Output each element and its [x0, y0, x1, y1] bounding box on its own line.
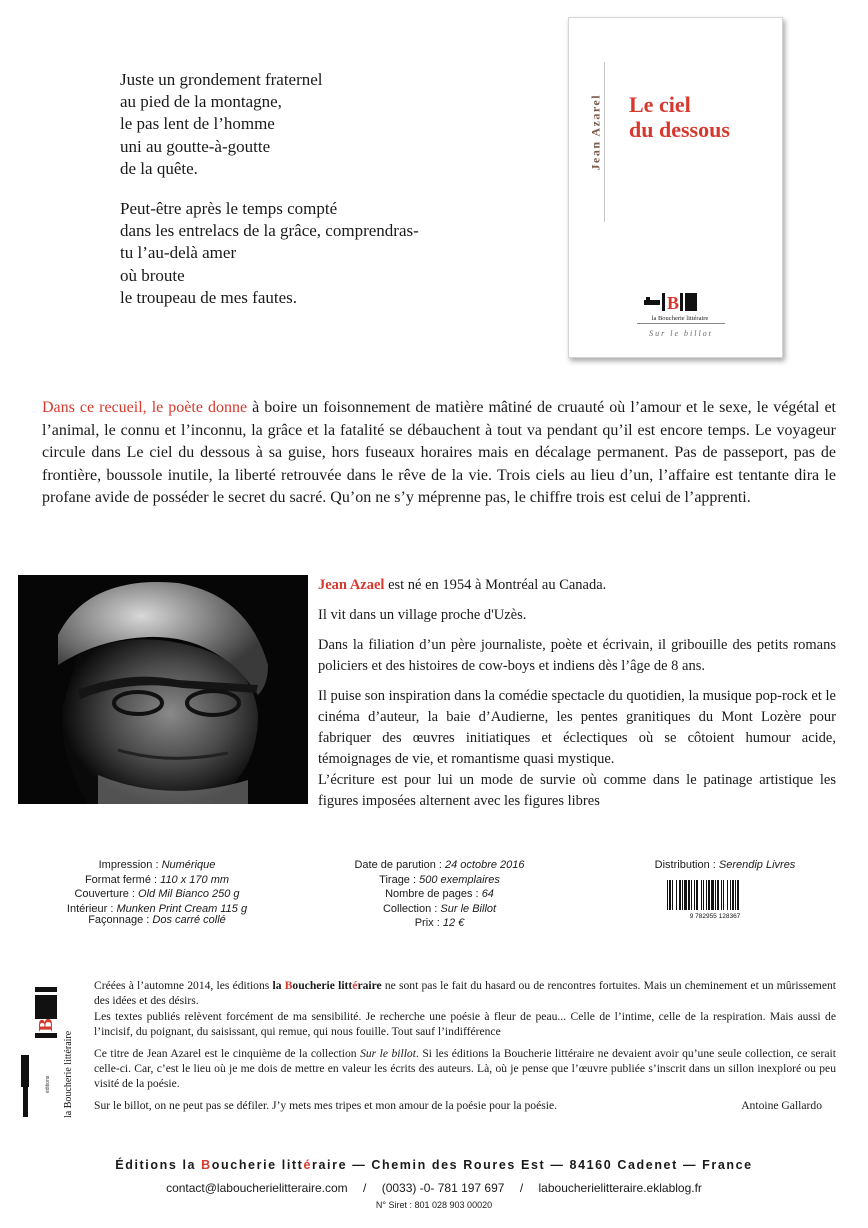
statement-signature: Antoine Gallardo: [741, 1098, 822, 1112]
poem-line: le pas lent de l’homme: [120, 114, 275, 134]
barcode-bar: [735, 880, 736, 910]
brand-text: litt: [338, 979, 353, 992]
barcode-bar: [667, 880, 668, 910]
barcode-bar: [669, 880, 671, 910]
brand-text: la: [272, 979, 285, 992]
cover-author: Jean Azarel: [588, 93, 603, 171]
statement-paragraph-2: [94, 1046, 836, 1092]
barcode-bar: [688, 880, 690, 910]
barcode-bar: [737, 880, 739, 910]
spec-value: Dos carré collé: [152, 914, 226, 927]
statement-text: . Si les éditions la Boucherie littéraire ne devaient avoir qu’une seule collection, ce serait celle-ci. Car, c’est le lieu où je me dois de mettre en valeur les écrits des auteurs. Là, où je pense que l’œuvre publiée s’inscrit dans un sillon inexploré ou peu visité de la poésie.: [94, 1046, 836, 1091]
poem-stanza-2: [120, 198, 419, 309]
spec-value: Numérique: [161, 859, 216, 871]
bio-paragraph: Il puise son inspiration dans la comédie spectacle du quotidien, la musique pop-rock et le cinéma d’auteur, la baie d’Audierne, les pentes granitiques du Mont Lozère pour fabriquer des œuvres initiatiques et éclectiques où se côtoient humour acide, témoignages de vie, et romantisme quasi mystique.: [318, 688, 836, 767]
barcode-bar: [679, 880, 681, 910]
specs-distribution: [645, 858, 805, 873]
bio-paragraph: Il vit dans un village proche d'Uzès.: [318, 607, 527, 623]
spec-row: [52, 887, 262, 902]
cover-series: Sur le billot: [649, 329, 713, 338]
footer-blog-link[interactable]: laboucherielitteraire.eklablog.fr: [538, 1181, 702, 1195]
spec-label: Façonnage :: [88, 914, 153, 927]
spec-value: 24 octobre 2016: [445, 859, 525, 871]
publisher-statement: [94, 978, 836, 1113]
spec-row: [52, 873, 262, 888]
book-description: [42, 397, 836, 510]
specs-production: [52, 858, 262, 928]
spec-value: Sur le Billot: [440, 902, 497, 915]
cover-divider: [604, 62, 605, 222]
statement-text: Ce titre de Jean Azarel est le cinquième de la collection: [94, 1046, 361, 1060]
barcode-bar: [694, 880, 695, 910]
spec-value: 64: [481, 888, 494, 901]
isbn-number: 9 782955 128367: [689, 913, 741, 919]
footer-text: B: [201, 1158, 212, 1172]
poem: [120, 69, 419, 309]
spec-value: Serendip Livres: [718, 859, 796, 871]
spec-label: Couverture :: [74, 888, 139, 901]
poem-line: le troupeau de mes fautes.: [120, 287, 298, 307]
barcode-bar: [706, 880, 707, 910]
spec-label: Collection :: [382, 902, 441, 915]
barcode-bar: [708, 880, 710, 910]
poem-line: où broute: [120, 265, 185, 285]
poem-line: Juste un grondement fraternel: [120, 70, 323, 89]
spec-label: Tirage :: [379, 873, 420, 886]
spec-row: [332, 902, 547, 917]
spec-label: Impression :: [98, 859, 162, 871]
statement-text: Sur le billot, on ne peut pas se défiler. J’y mets mes tripes et mon amour de la poésie pour la poésie.: [94, 1098, 557, 1112]
spec-row: [332, 887, 547, 902]
barcode-bar: [730, 880, 731, 910]
publisher-logo-small: éditions: [45, 1075, 51, 1093]
barcode-bar: [691, 880, 692, 910]
description-lead: Dans ce recueil, le poète donne: [42, 399, 248, 416]
spec-value: 500 exemplaires: [419, 873, 500, 886]
barcode-bar: [684, 880, 687, 910]
bio-text: est né en 1954 à Montréal au Canada.: [384, 577, 607, 593]
footer-phone: (0033) -0- 781 197 697: [381, 1181, 505, 1195]
statement-text: ne sont pas le fait du hasard ou de rencontres fortuites. Mais un cheminement et un mûrissement des idées et des désirs.: [94, 979, 836, 1008]
author-bio: [318, 575, 836, 821]
description-text: à boire un foisonnement de matière mâtiné de cruauté où l’amour et le sexe, le végétal et l’animal, le connu et l’inconnu, la grâce et la fatalité se débauchent à tout va pendant qu’il est encore temps. Le voyageur circule dans Le ciel du dessous à sa guise, hors fuseaux horaires mais en décalage permanent. Pas de passeport, pas de frontière, boussole inutile, la liberté retrouvée dans le rêve de la vie. Trois ciels au lieu d’un, l’affaire est tentante dira le profane avide de posséder le secret du sacré. Qu’on ne s’y méprenne pas, le chiffre trois est celui de l’apprenti.: [42, 399, 837, 507]
footer-contact: [0, 1181, 868, 1195]
bio-paragraph: Dans la filiation d’un père journaliste, poète et écrivain, il gribouille des petits romans policiers et des histoires de cow-boys et indiens dès l’âge de 8 ans.: [318, 637, 836, 674]
brand-text: é: [352, 979, 358, 992]
spec-row: [52, 858, 262, 873]
poem-line: uni au goutte-à-goutte: [120, 136, 271, 156]
bio-paragraph: [318, 575, 836, 596]
spec-row: [332, 858, 547, 873]
barcode-bar: [723, 880, 724, 910]
poem-line: Peut-être après le temps compté: [120, 199, 338, 219]
svg-text:B: B: [667, 293, 680, 313]
barcode-bar: [696, 880, 698, 910]
footer-address: [0, 1158, 868, 1172]
boucherie-logo-icon: [644, 291, 714, 313]
spec-label: Distribution :: [654, 859, 719, 871]
cover-publisher-rule: [637, 323, 725, 324]
statement-text: Créées à l’automne 2014, les éditions: [94, 979, 273, 992]
spec-value: Old Mil Bianco 250 g: [138, 888, 240, 901]
spec-row: [645, 858, 805, 873]
barcode-bar: [682, 880, 683, 910]
cover-title-line-1: Le ciel: [629, 92, 691, 117]
barcode-bar: [717, 880, 719, 910]
author-photo: [18, 575, 308, 804]
publisher-logo-icon: [19, 985, 85, 1119]
poem-stanza-1: [120, 69, 419, 180]
poem-line: tu l’au-delà amer: [120, 243, 237, 263]
barcode-bar: [711, 880, 714, 910]
spec-value: 110 x 170 mm: [160, 873, 230, 886]
statement-italic: Sur le billot: [360, 1046, 416, 1060]
statement-closing: [94, 1098, 836, 1113]
book-cover: [568, 17, 783, 358]
spec-value: Munken Print Cream 115 g: [116, 902, 248, 915]
footer-separator: /: [363, 1181, 367, 1195]
spec-value: 12 €: [442, 917, 465, 930]
footer-siret: N° Siret : 801 028 903 00020: [375, 1200, 493, 1210]
isbn-barcode-icon: [661, 878, 769, 919]
footer-text: é: [303, 1158, 313, 1172]
barcode-bar: [715, 880, 716, 910]
spec-label: Prix :: [414, 917, 443, 930]
footer-text: Éditions la: [115, 1158, 202, 1172]
spec-label: Date de parution :: [354, 859, 445, 871]
poem-line: au pied de la montagne,: [120, 92, 282, 112]
footer-text: oucherie litt: [211, 1158, 304, 1172]
barcode-bar: [721, 880, 722, 910]
bio-paragraph: L’écriture est pour lui un mode de survie où comme dans le patinage artistique les figures imposées alternent avec les figures libres: [318, 772, 836, 809]
spec-row: [332, 873, 547, 888]
statement-text: Les textes publiés relèvent forcément de ma sensibilité. Je recherche une poésie à fleur de peau... Celle de l’intime, celle de la respiration. Mais aussi de l’incisif, du poignant, du saisissant, qui remue, qui nous fouille. Tout sauf l’indifférence: [94, 1009, 836, 1039]
publisher-logo-name: la Boucherie littéraire: [63, 1030, 74, 1118]
bio-author-name: Jean Azael: [318, 577, 385, 593]
spec-label: Intérieur :: [66, 902, 117, 915]
barcode-bar: [672, 880, 673, 910]
author-portrait-image: [18, 575, 308, 804]
brand-text: B: [284, 979, 293, 992]
barcode-bar: [676, 880, 677, 910]
svg-text:B: B: [35, 1018, 57, 1032]
cover-title-line-2: du dessous: [629, 117, 730, 142]
footer-email-link[interactable]: contact@laboucherielitteraire.com: [166, 1181, 348, 1195]
cover-publisher: la Boucherie littéraire: [651, 315, 709, 322]
statement-paragraph-1: [94, 978, 836, 1040]
poem-line: dans les entrelacs de la grâce, comprendras-: [120, 221, 419, 241]
spec-row: [332, 916, 547, 931]
barcode-bar: [727, 880, 728, 910]
footer-text: raire — Chemin des Roures Est — 84160 Cadenet — France: [312, 1158, 753, 1172]
spec-label: Nombre de pages :: [385, 888, 482, 901]
specs-publication: [332, 858, 547, 931]
barcode-bar: [701, 880, 702, 910]
brand-text: oucherie: [292, 979, 339, 992]
spec-label: Format fermé :: [84, 873, 161, 886]
barcode-bar: [703, 880, 704, 910]
barcode-bar: [732, 880, 734, 910]
cover-title: [629, 92, 730, 142]
footer-separator: /: [519, 1181, 524, 1195]
brand-text: raire: [357, 979, 382, 992]
poem-line: de la quête.: [120, 158, 198, 178]
